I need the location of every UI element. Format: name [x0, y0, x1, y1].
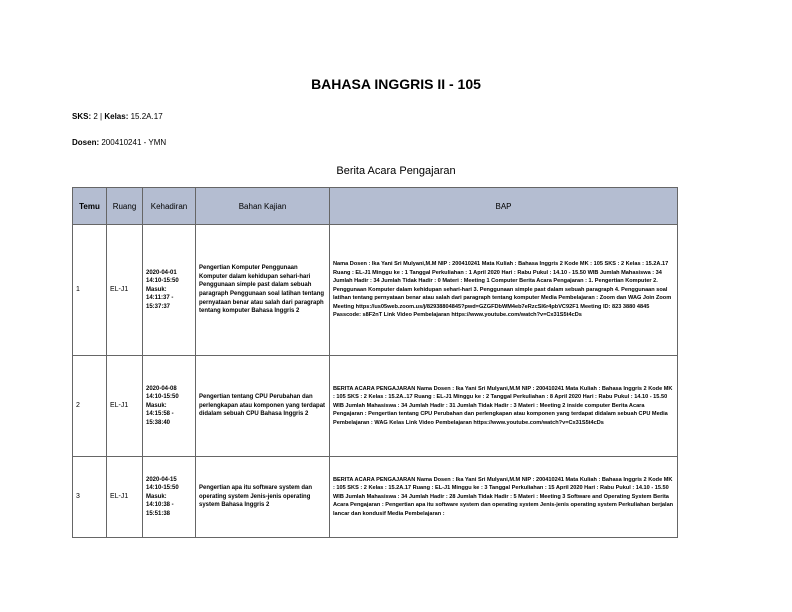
- sks-label: SKS:: [72, 112, 92, 121]
- table-header-row: [73, 188, 678, 225]
- bap-table: [72, 187, 678, 538]
- temu-cell: 3: [73, 457, 107, 538]
- ruang-cell: EL-J1: [107, 457, 143, 538]
- table-row: [73, 225, 678, 356]
- header-ruang: Ruang: [107, 188, 143, 225]
- bahan-kajian-cell: Pengertian tentang CPU Perubahan dan perlengkapan atau komponen yang terdapat didalam sebuah CPU Bahasa Inggris 2: [196, 356, 330, 457]
- kelas-label: Kelas:: [104, 112, 129, 121]
- ruang-cell: EL-J1: [107, 356, 143, 457]
- kehadiran-cell: 2020-04-01 14:10-15:50 Masuk: 14:11:37 - 15:37:37: [143, 225, 196, 356]
- meta-separator: |: [100, 112, 103, 121]
- bap-cell: BERITA ACARA PENGAJARAN Nama Dosen : Ika Yani Sri Mulyani,M.M NIP : 200410241 Mata Kuliah : Bahasa Inggris 2 Kode MK : 105 SKS : 2 Kelas : 15.2A..17 Ruang : EL-J1 Minggu ke : 2 Tanggal Perkuliahan : 8 April 2020 Hari : Rabu Pukul : 14.10 - 15.50 WIB Jumlah Mahasiswa : 34 Jumlah Hadir : 31 Jumlah Tidak Hadir : 3 Materi : Meeting 2 inside computer Berita Acara Pengajaran : Pengertian tentang CPU Perubahan dan perlengkapan atau komponen yang terdapat didalam sebuah CPU Media Pembelajaran : WAG Kelas Link Video Pembelajaran https://www.youtube.com/watch?v=Cx31S5t4cDs: [330, 356, 678, 457]
- bap-cell: Nama Dosen : Ika Yani Sri Mulyani,M.M NIP : 200410241 Mata Kuliah : Bahasa Inggris 2 Kode MK : 105 SKS : 2 Kelas : 15.2A.17 Ruang : EL-J1 Minggu ke : 1 Tanggal Perkuliahan : 1 April 2020 Hari : Rabu Pukul : 14.10 - 15.50 WIB Jumlah Mahasiswa : 34 Jumlah Hadir : 34 Jumlah Tidak Hadir : 0 Materi : Meeting 1 Computer Berita Acara Pengajaran : 1. Pengertian Komputer 2. Penggunaan Komputer dalam kehidupan sehari-hari 3. Penggunaan simple past dalam sebuah paragraph 4. Penggunaan soal latihan tentang pernyataan benar atau salah dari paragraph tentang komputer Media Pembelajaran : Zoom dan WAG Join Zoom Meeting https://us05web.zoom.us/j/82938804845?pwd=GZGFDbWM4eb7eRzcSl6r4pbVC92F1 Meeting ID: 823 3880 4845 Passcode: s8F2nT Link Video Pembelajaran https://www.youtube.com/watch?v=Cx31S5t4cDs: [330, 225, 678, 356]
- temu-cell: 2: [73, 356, 107, 457]
- course-meta: [72, 112, 163, 121]
- section-title: Berita Acara Pengajaran: [336, 165, 456, 177]
- bahan-kajian-cell: Pengertian apa itu software system dan operating system Jenis-jenis operating system Bahasa Inggris 2: [196, 457, 330, 538]
- dosen-value: 200410241 - YMN: [101, 138, 167, 147]
- kelas-value: 15.2A.17: [130, 112, 163, 121]
- header-temu: Temu: [73, 188, 107, 225]
- temu-cell: 1: [73, 225, 107, 356]
- kehadiran-cell: 2020-04-08 14:10-15:50 Masuk: 14:15:58 - 15:38:40: [143, 356, 196, 457]
- kehadiran-cell: 2020-04-15 14:10-15:50 Masuk: 14:10:38 - 15:51:38: [143, 457, 196, 538]
- ruang-cell: EL-J1: [107, 225, 143, 356]
- table-row: [73, 457, 678, 538]
- dosen-label: Dosen:: [72, 138, 100, 147]
- table-row: [73, 356, 678, 457]
- header-kehadiran: Kehadiran: [143, 188, 196, 225]
- bahan-kajian-cell: Pengertian Komputer Penggunaan Komputer dalam kehidupan sehari-hari Penggunaan simple past dalam sebuah paragraph Penggunaan soal latihan tentang pernyataan benar atau salah dari paragraph tentang komputer Bahasa Inggris 2: [196, 225, 330, 356]
- lecturer-meta: [72, 138, 166, 147]
- sks-value: 2: [93, 112, 98, 121]
- header-bap: BAP: [330, 188, 678, 225]
- document-title: BAHASA INGGRIS II - 105: [311, 76, 481, 92]
- bap-cell: BERITA ACARA PENGAJARAN Nama Dosen : Ika Yani Sri Mulyani,M.M NIP : 200410241 Mata Kuliah : Bahasa Inggris 2 Kode MK : 105 SKS : 2 Kelas : 15.2A.17 Ruang : EL-J1 Minggu ke : 3 Tanggal Perkuliahan : 15 April 2020 Hari : Rabu Pukul : 14.10 - 15.50 WIB Jumlah Mahasiswa : 34 Jumlah Hadir : 28 Jumlah Tidak Hadir : 5 Materi : Meeting 3 Software and Operating System Berita Acara Pengajaran : Pengertian apa itu software system dan operating system Jenis-jenis operating system Perkuliahan berjalan lancar dan kondusif Media Pembelajaran :: [330, 457, 678, 538]
- header-bahan-kajian: Bahan Kajian: [196, 188, 330, 225]
